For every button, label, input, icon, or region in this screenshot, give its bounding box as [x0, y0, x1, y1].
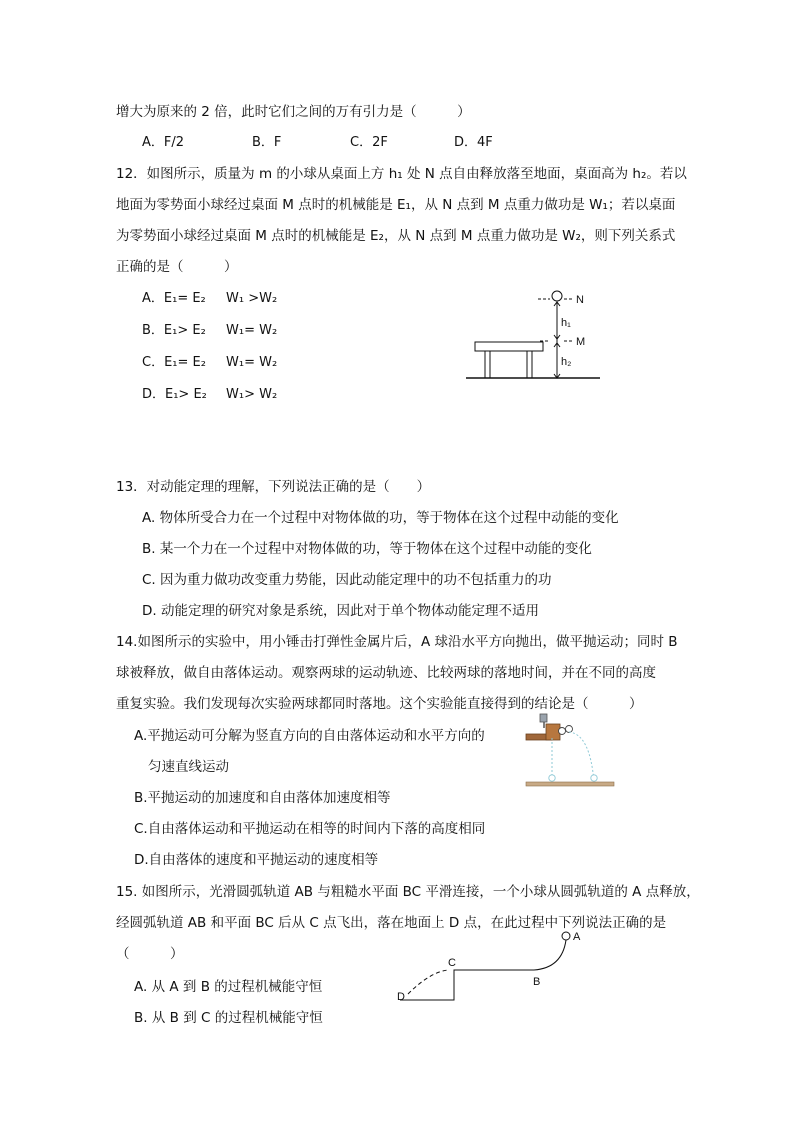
- q11-stem-continuation: 增大为原来的 2 倍，此时它们之间的万有引力是（ ）: [116, 104, 471, 120]
- label-b: B: [533, 976, 541, 988]
- q11-option-b: B．F: [252, 135, 282, 150]
- q14-option-a-line-1: A.平抛运动可分解为竖直方向的自由落体运动和水平方向的: [134, 728, 485, 744]
- arc-track: [534, 940, 566, 970]
- q12-option-c-energy: C．E₁= E₂: [142, 355, 206, 370]
- label-a: A: [573, 931, 581, 943]
- label-h1: h₁: [561, 317, 571, 329]
- q11-option-d: D．4F: [454, 135, 493, 150]
- q13-option-d: D. 动能定理的研究对象是系统，因此对于单个物体动能定理不适用: [142, 603, 539, 619]
- q14-option-b: B.平抛运动的加速度和自由落体加速度相等: [134, 790, 391, 806]
- label-d: D: [397, 991, 405, 1003]
- q14-option-a-line-2: 匀速直线运动: [148, 759, 229, 775]
- q12-option-a-energy: A．E₁= E₂: [142, 291, 206, 306]
- q12-option-a-work: W₁ >W₂: [226, 291, 278, 306]
- table-shape: [475, 342, 543, 378]
- q15-option-b: B. 从 B 到 C 的过程机械能守恒: [134, 1010, 323, 1026]
- q12-option-b-energy: B．E₁> E₂: [142, 323, 206, 338]
- q13-option-c: C. 因为重力做功改变重力势能，因此动能定理中的功不包括重力的功: [142, 572, 552, 588]
- q13-option-b: B. 某一个力在一个过程中对物体做的功，等于物体在这个过程中动能的变化: [142, 541, 592, 557]
- q15-stem-line-3: （ ）: [116, 946, 184, 962]
- q12-option-c-work: W₁= W₂: [226, 355, 278, 370]
- label-m: M: [576, 336, 586, 348]
- q14-option-d: D.自由落体的速度和平抛运动的速度相等: [134, 852, 379, 868]
- q12-stem-line-3: 为零势面小球经过桌面 M 点时的机械能是 E₂，从 N 点到 M 点重力做功是 W₂，则下列关系式: [116, 228, 676, 244]
- q14-option-c: C.自由落体运动和平抛运动在相等的时间内下落的高度相同: [134, 821, 486, 837]
- q12-option-d-energy: D．E₁> E₂: [142, 387, 207, 402]
- q11-option-c: C．2F: [350, 135, 388, 150]
- q15-stem-line-1: 15. 如图所示，光滑圆弧轨道 AB 与粗糙水平面 BC 平滑连接，一个小球从圆弧轨道的 A 点释放，: [116, 884, 700, 900]
- projectile-path: [569, 732, 594, 782]
- ball-icon: [552, 291, 562, 301]
- ball-icon: [562, 932, 570, 940]
- q12-table-figure: [460, 282, 610, 386]
- q14-stem-line-2: 球被释放，做自由落体运动。观察两球的运动轨迹、比较两球的落地时间，并在不同的高度: [116, 665, 656, 681]
- ball-a-icon: [559, 728, 566, 735]
- label-h2: h₂: [561, 356, 572, 368]
- q12-stem-line-4: 正确的是（ ）: [116, 259, 238, 275]
- q15-track-figure: [392, 924, 592, 1004]
- q15-option-a: A. 从 A 到 B 的过程机械能守恒: [134, 979, 323, 995]
- q14-stem-line-3: 重复实验。我们发现每次实验两球都同时落地。这个实验能直接得到的结论是（ ）: [116, 696, 643, 712]
- q15-stem-line-2: 经圆弧轨道 AB 和平面 BC 后从 C 点飞出，落在地面上 D 点，在此过程中下列说法正确的是: [116, 915, 667, 931]
- label-n: N: [576, 294, 584, 306]
- ball-b-icon: [566, 726, 573, 733]
- q14-experiment-figure: [524, 712, 616, 788]
- launcher-block: [546, 724, 560, 740]
- hammer-icon: [540, 714, 547, 722]
- label-c: C: [448, 957, 456, 969]
- q12-option-b-work: W₁= W₂: [226, 323, 278, 338]
- q11-option-a: A．F/2: [142, 135, 185, 150]
- flight-path: [408, 970, 448, 994]
- q14-stem-line-1: 14.如图所示的实验中，用小锤击打弹性金属片后，A 球沿水平方向抛出，做平抛运动；同时 B: [116, 634, 678, 650]
- q12-stem-line-1: 12．如图所示，质量为 m 的小球从桌面上方 h₁ 处 N 点自由释放落至地面，桌面高为 h₂。若以: [116, 166, 687, 182]
- q12-option-d-work: W₁> W₂: [226, 387, 278, 402]
- q12-stem-line-2: 地面为零势面小球经过桌面 M 点时的机械能是 E₁，从 N 点到 M 点重力做功是 W₁；若以桌面: [116, 197, 676, 213]
- table-edge: [400, 970, 534, 1000]
- q13-option-a: A. 物体所受合力在一个过程中对物体做的功，等于物体在这个过程中动能的变化: [142, 510, 619, 526]
- ground-plate: [526, 782, 614, 786]
- q13-stem: 13．对动能定理的理解，下列说法正确的是（ ）: [116, 479, 431, 495]
